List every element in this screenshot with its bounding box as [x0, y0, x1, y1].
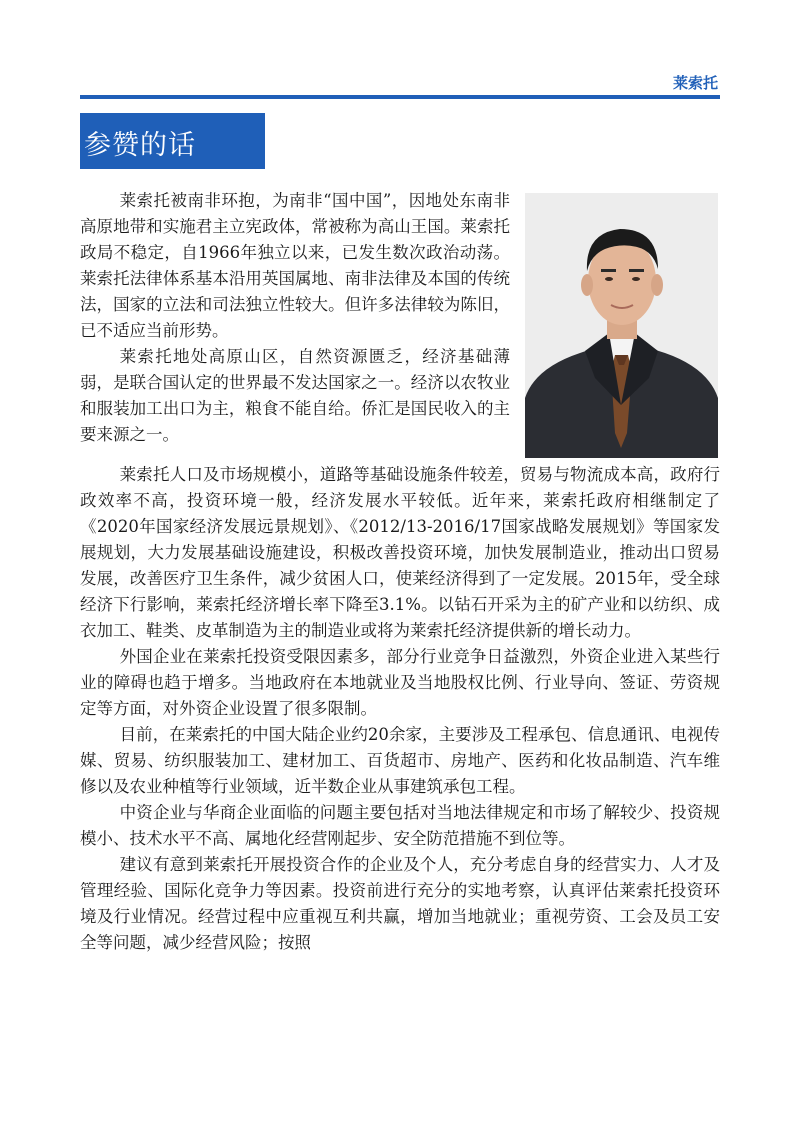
portrait-photo: [525, 193, 718, 458]
page-title: 参赞的话: [84, 130, 196, 161]
portrait-icon: [525, 193, 718, 458]
body-text-bottom: [80, 462, 720, 956]
paragraph: 建议有意到莱索托开展投资合作的企业及个人，充分考虑自身的经营实力、人才及管理经验、国际化竞争力等因素。投资前进行充分的实地考察，认真评估莱索托投资环境及行业情况。经营过程中应重视互利共赢，增加当地就业；重视劳资、工会及员工安全等问题，减少经营风险；按照: [80, 855, 720, 952]
paragraph: 中资企业与华商企业面临的问题主要包括对当地法律规定和市场了解较少、投资规模小、技术水平不高、属地化经营刚起步、安全防范措施不到位等。: [80, 803, 720, 848]
header-country-label: 莱索托: [672, 74, 718, 92]
paragraph: 莱索托被南非环抱，为南非“国中国”，因地处东南非高原地带和实施君主立宪政体，常被称为高山王国。莱索托政局不稳定，自1966年独立以来，已发生数次政治动荡。莱索托法律体系基本沿用英国属地、南非法律及本国的传统法，国家的立法和司法独立性较大。但许多法律较为陈旧，已不适应当前形势。: [80, 191, 510, 340]
title-banner: [80, 113, 265, 169]
header-rule: [80, 95, 720, 99]
paragraph: 目前，在莱索托的中国大陆企业约20余家，主要涉及工程承包、信息通讯、电视传媒、贸易、纺织服装加工、建材加工、百货超市、房地产、医药和化妆品制造、汽车维修以及农业种植等行业领域，近半数企业从事建筑承包工程。: [80, 725, 720, 796]
paragraph: 莱索托地处高原山区，自然资源匮乏，经济基础薄弱，是联合国认定的世界最不发达国家之一。经济以农牧业和服装加工出口为主，粮食不能自给。侨汇是国民收入的主要来源之一。: [80, 347, 510, 444]
body-text-top: [80, 188, 510, 448]
paragraph: 莱索托人口及市场规模小，道路等基础设施条件较差，贸易与物流成本高，政府行政效率不高，投资环境一般，经济发展水平较低。近年来，莱索托政府相继制定了《2020年国家经济发展远景规划》、《2012/13-2016/17国家战略发展规划》等国家发展规划，大力发展基础设施建设，积极改善投资环境，加快发展制造业，推动出口贸易发展，改善医疗卫生条件，减少贫困人口，使莱经济得到了一定发展。2015年，受全球经济下行影响，莱索托经济增长率下降至3.1%。以钻石开采为主的矿产业和以纺织、成衣加工、鞋类、皮革制造为主的制造业或将为莱索托经济提供新的增长动力。: [80, 465, 720, 640]
paragraph: 外国企业在莱索托投资受限因素多，部分行业竞争日益激烈，外资企业进入某些行业的障碍也趋于增多。当地政府在本地就业及当地股权比例、行业导向、签证、劳资规定等方面，对外资企业设置了很多限制。: [80, 647, 720, 718]
